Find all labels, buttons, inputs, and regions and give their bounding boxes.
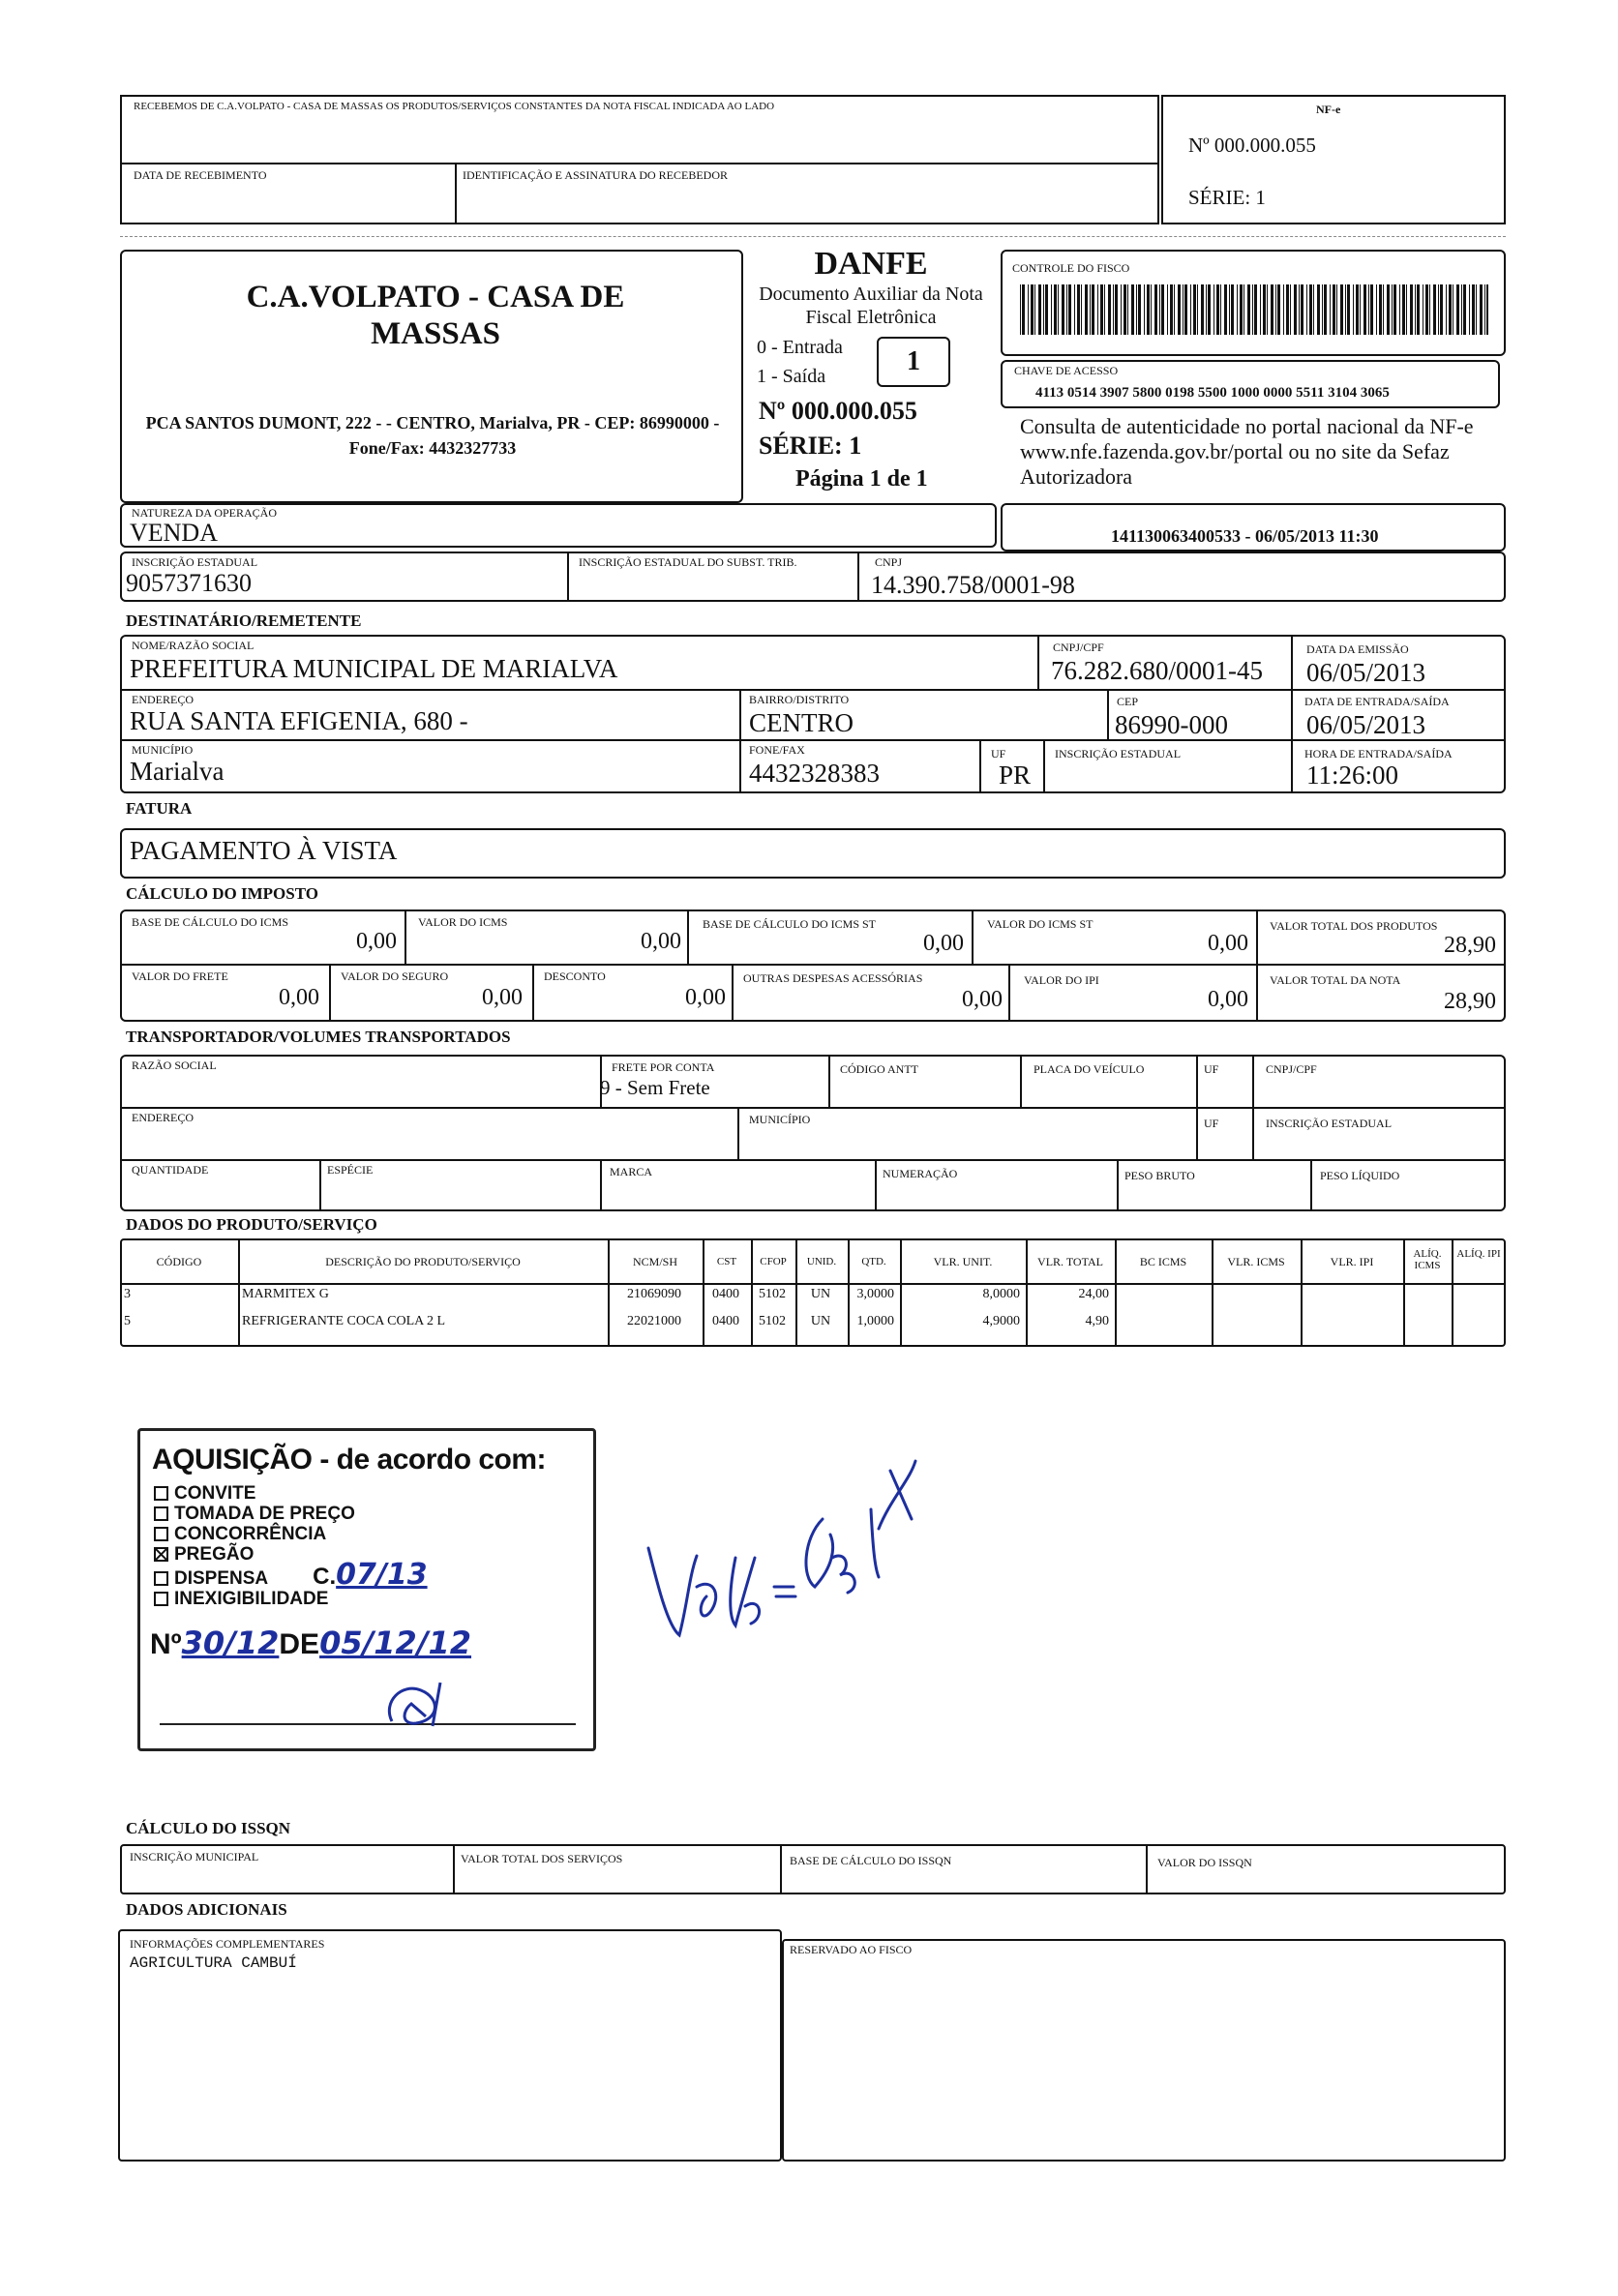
dest-municipio: Marialva xyxy=(130,757,225,786)
dest-cep-label: CEP xyxy=(1117,695,1139,708)
transp-placa-label: PLACA DO VEÍCULO xyxy=(1034,1062,1145,1076)
chave-label: CHAVE DE ACESSO xyxy=(1014,364,1119,377)
ipi: 0,00 xyxy=(1208,987,1248,1012)
transp-peso-bruto-label: PESO BRUTO xyxy=(1124,1169,1195,1182)
base-icms-label: BASE DE CÁLCULO DO ICMS xyxy=(132,915,289,929)
canhoto-number: Nº 000.000.055 xyxy=(1188,134,1316,157)
dest-nome-label: NOME/RAZÃO SOCIAL xyxy=(132,639,255,652)
issqn-section: CÁLCULO DO ISSQN xyxy=(126,1819,291,1837)
seguro: 0,00 xyxy=(482,985,523,1010)
table-header-cell: VLR. IPI xyxy=(1330,1255,1374,1268)
table-cell: MARMITEX G xyxy=(242,1287,329,1301)
valor-st: 0,00 xyxy=(1208,931,1248,956)
table-header-cell: VLR. UNIT. xyxy=(933,1255,993,1268)
issqn-im-label: INSCRIÇÃO MUNICIPAL xyxy=(130,1850,259,1864)
table-column-divider xyxy=(848,1238,850,1347)
table-header-cell: VLR. ICMS xyxy=(1227,1255,1285,1268)
stamp-n-value: 30/12 xyxy=(181,1625,280,1661)
transp-ie-label: INSCRIÇÃO ESTADUAL xyxy=(1266,1117,1393,1130)
info-value: AGRICULTURA CAMBUÍ xyxy=(130,1954,297,1972)
dest-hora: 11:26:00 xyxy=(1306,760,1399,790)
dest-cep: 86990-000 xyxy=(1115,710,1228,739)
valor-st-label: VALOR DO ICMS ST xyxy=(987,917,1094,931)
danfe-title: DANFE xyxy=(814,246,928,282)
seguro-label: VALOR DO SEGURO xyxy=(341,969,449,983)
table-header-cell: VLR. TOTAL xyxy=(1037,1255,1103,1268)
transp-frete-label: FRETE POR CONTA xyxy=(612,1060,715,1074)
checkbox-icon xyxy=(154,1506,168,1521)
table-column-divider xyxy=(1301,1238,1303,1347)
table-header-cell: DESCRIÇÃO DO PRODUTO/SERVIÇO xyxy=(325,1255,521,1268)
stamp-option-inexigibilidade: INEXIGIBILIDADE xyxy=(154,1589,428,1609)
ie-value: 9057371630 xyxy=(126,569,252,597)
frete-label: VALOR DO FRETE xyxy=(132,969,228,983)
stamp-option-convite: CONVITE xyxy=(154,1483,428,1504)
dest-fone-label: FONE/FAX xyxy=(749,743,805,757)
dest-saida: 06/05/2013 xyxy=(1306,710,1426,739)
table-cell: 4,90 xyxy=(1085,1314,1109,1328)
danfe-pagina: Página 1 de 1 xyxy=(795,466,928,492)
transporte-section: TRANSPORTADOR/VOLUMES TRANSPORTADOS xyxy=(126,1028,511,1046)
outras-label: OUTRAS DESPESAS ACESSÓRIAS xyxy=(743,971,923,985)
valor-icms: 0,00 xyxy=(641,929,681,954)
transp-numeracao-label: NUMERAÇÃO xyxy=(883,1167,958,1180)
table-cell: 3,0000 xyxy=(856,1287,894,1301)
stamp-c-value: 07/13 xyxy=(336,1558,428,1592)
ipi-label: VALOR DO IPI xyxy=(1024,973,1099,987)
table-column-divider xyxy=(1115,1238,1117,1347)
stamp-option-concorrencia: CONCORRÊNCIA xyxy=(154,1524,428,1544)
canhoto-date-label: DATA DE RECEBIMENTO xyxy=(134,168,267,182)
transp-uf-label: UF xyxy=(1204,1062,1219,1076)
issqn-box xyxy=(120,1844,1506,1894)
transp-especie-label: ESPÉCIE xyxy=(327,1163,374,1177)
transp-peso-liquido-label: PESO LÍQUIDO xyxy=(1320,1169,1400,1182)
dest-saida-label: DATA DE ENTRADA/SAÍDA xyxy=(1304,695,1450,708)
dest-emissao: 06/05/2013 xyxy=(1306,658,1426,687)
checkbox-icon xyxy=(154,1527,168,1541)
table-column-divider xyxy=(751,1238,753,1347)
table-cell: UN xyxy=(810,1314,831,1328)
table-cell: 21069090 xyxy=(627,1287,681,1301)
dest-hora-label: HORA DE ENTRADA/SAÍDA xyxy=(1304,747,1453,760)
table-cell: 8,0000 xyxy=(982,1287,1020,1301)
total-prod: 28,90 xyxy=(1444,933,1496,958)
frete: 0,00 xyxy=(279,985,319,1010)
table-cell: REFRIGERANTE COCA COLA 2 L xyxy=(242,1314,446,1328)
natureza-value: VENDA xyxy=(130,519,218,547)
dest-nome: PREFEITURA MUNICIPAL DE MARIALVA xyxy=(130,654,618,683)
desconto-label: DESCONTO xyxy=(544,969,606,983)
valor-icms-label: VALOR DO ICMS xyxy=(418,915,508,929)
checkbox-icon xyxy=(154,1486,168,1501)
table-header-cell: ALÍQ. ICMS xyxy=(1413,1248,1442,1271)
ie-cnpj-box xyxy=(120,552,1506,602)
danfe-serie: SÉRIE: 1 xyxy=(759,432,862,460)
ie-st-label: INSCRIÇÃO ESTADUAL DO SUBST. TRIB. xyxy=(579,555,797,569)
table-cell: 22021000 xyxy=(627,1314,681,1328)
dest-cnpj-label: CNPJ/CPF xyxy=(1053,641,1104,654)
transp-municipio-label: MUNICÍPIO xyxy=(749,1113,811,1126)
desconto: 0,00 xyxy=(685,985,726,1010)
fatura-section: FATURA xyxy=(126,799,193,818)
danfe-number: Nº 000.000.055 xyxy=(759,397,917,425)
stamp-signature-line xyxy=(160,1723,576,1725)
dest-municipio-label: MUNICÍPIO xyxy=(132,743,194,757)
ie-label: INSCRIÇÃO ESTADUAL xyxy=(132,555,258,569)
total-nota-label: VALOR TOTAL DA NOTA xyxy=(1270,973,1401,987)
transp-qtd-label: QUANTIDADE xyxy=(132,1163,209,1177)
fisco-label: RESERVADO AO FISCO xyxy=(790,1943,913,1956)
produtos-section: DADOS DO PRODUTO/SERVIÇO xyxy=(126,1215,377,1234)
transp-razao-label: RAZÃO SOCIAL xyxy=(132,1059,217,1072)
dest-bairro: CENTRO xyxy=(749,708,854,737)
checkbox-icon xyxy=(154,1571,168,1586)
danfe-subtitle: Documento Auxiliar da Nota Fiscal Eletrônica xyxy=(759,283,983,328)
table-cell: 1,0000 xyxy=(856,1314,894,1328)
table-cell: 24,00 xyxy=(1078,1287,1109,1301)
cut-line xyxy=(120,236,1506,237)
base-icms: 0,00 xyxy=(356,929,397,954)
controle-fisco-label: CONTROLE DO FISCO xyxy=(1012,261,1130,275)
transp-uf2-label: UF xyxy=(1204,1117,1219,1130)
barcode-image xyxy=(1020,284,1488,335)
table-cell: 5102 xyxy=(759,1287,786,1301)
stamp-title: AQUISIÇÃO - de acordo com: xyxy=(152,1444,547,1476)
stamp-de-value: 05/12/12 xyxy=(319,1625,472,1661)
danfe-tipo-box: 1 xyxy=(877,337,950,387)
reservado-fisco-box xyxy=(782,1939,1506,2162)
canhoto-nfe-label: NF-e xyxy=(1316,103,1341,116)
dest-ie-label: INSCRIÇÃO ESTADUAL xyxy=(1055,747,1182,760)
base-st-label: BASE DE CÁLCULO DO ICMS ST xyxy=(703,917,877,931)
cnpj-label: CNPJ xyxy=(875,555,903,569)
table-column-divider xyxy=(703,1238,704,1347)
outras: 0,00 xyxy=(962,987,1003,1012)
table-cell: 3 xyxy=(124,1287,131,1301)
table-cell: 5102 xyxy=(759,1314,786,1328)
issqn-base-label: BASE DE CÁLCULO DO ISSQN xyxy=(790,1854,952,1867)
stamp-options xyxy=(154,1483,428,1609)
stamp-option-dispensa: DISPENSA C.07/13 xyxy=(154,1565,428,1589)
transp-cnpj-label: CNPJ/CPF xyxy=(1266,1062,1317,1076)
consulta-text: Consulta de autenticidade no portal nacional da NF-e www.nfe.fazenda.gov.br/portal ou no site da Sefaz Autorizadora xyxy=(1020,414,1474,489)
destinatario-section: DESTINATÁRIO/REMETENTE xyxy=(126,611,362,630)
total-prod-label: VALOR TOTAL DOS PRODUTOS xyxy=(1270,919,1438,933)
dest-cnpj: 76.282.680/0001-45 xyxy=(1051,656,1263,685)
transporte-box xyxy=(120,1055,1506,1211)
fatura-value: PAGAMENTO À VISTA xyxy=(130,836,398,865)
table-header-cell: BC ICMS xyxy=(1139,1255,1187,1268)
table-cell: 4,9000 xyxy=(982,1314,1020,1328)
cnpj-value: 14.390.758/0001-98 xyxy=(871,571,1075,599)
dest-endereco: RUA SANTA EFIGENIA, 680 - xyxy=(130,706,468,735)
dest-fone: 4432328383 xyxy=(749,759,880,788)
dest-uf-label: UF xyxy=(991,747,1006,760)
canhoto-serie: SÉRIE: 1 xyxy=(1188,186,1266,209)
base-st: 0,00 xyxy=(923,931,964,956)
table-header-cell: CST xyxy=(716,1256,737,1267)
table-header-cell: CÓDIGO xyxy=(156,1255,202,1268)
table-header-cell: NCM/SH xyxy=(632,1255,677,1268)
table-column-divider xyxy=(1212,1238,1214,1347)
stamp-option-tomada: TOMADA DE PREÇO xyxy=(154,1504,428,1524)
dest-uf: PR xyxy=(999,760,1032,790)
imposto-section: CÁLCULO DO IMPOSTO xyxy=(126,884,318,903)
dest-endereco-label: ENDEREÇO xyxy=(132,693,194,706)
table-header-cell: UNID. xyxy=(806,1256,837,1267)
total-nota: 28,90 xyxy=(1444,989,1496,1014)
table-cell: 0400 xyxy=(712,1314,739,1328)
checkbox-icon xyxy=(154,1592,168,1606)
table-cell: 5 xyxy=(124,1314,131,1328)
transp-antt-label: CÓDIGO ANTT xyxy=(840,1062,918,1076)
dest-emissao-label: DATA DA EMISSÃO xyxy=(1306,642,1409,656)
danfe-saida: 1 - Saída xyxy=(757,366,826,387)
stamp-number-line: Nº30/12DE05/12/12 xyxy=(150,1625,472,1661)
info-label: INFORMAÇÕES COMPLEMENTARES xyxy=(130,1937,325,1951)
checkbox-checked-icon xyxy=(154,1547,168,1562)
chave-value: 4113 0514 3907 5800 0198 5500 1000 0000 5511 3104 3065 xyxy=(1035,385,1390,401)
natureza-label: NATUREZA DA OPERAÇÃO xyxy=(132,506,278,520)
emitente-address: PCA SANTOS DUMONT, 222 - - CENTRO, Marialva, PR - CEP: 86990000 - Fone/Fax: 4432327733 xyxy=(145,413,720,458)
table-cell: 0400 xyxy=(712,1287,739,1301)
acquisition-stamp xyxy=(137,1428,596,1751)
adicionais-section: DADOS ADICIONAIS xyxy=(126,1900,287,1919)
stamp-rubric-signature xyxy=(373,1673,460,1731)
stamp-option-pregao: PREGÃO xyxy=(154,1544,428,1565)
protocolo-value: 141130063400533 - 06/05/2013 11:30 xyxy=(1111,526,1379,546)
table-header-cell: QTD. xyxy=(861,1256,886,1267)
canhoto-ident-label: IDENTIFICAÇÃO E ASSINATURA DO RECEBEDOR xyxy=(463,168,729,182)
emitente-name: C.A.VOLPATO - CASA DE MASSAS xyxy=(246,280,625,351)
table-header-cell: CFOP xyxy=(760,1256,787,1267)
dest-bairro-label: BAIRRO/DISTRITO xyxy=(749,693,850,706)
table-column-divider xyxy=(238,1238,240,1347)
transp-endereco-label: ENDEREÇO xyxy=(132,1111,194,1124)
table-column-divider xyxy=(1026,1238,1028,1347)
issqn-valor-label: VALOR DO ISSQN xyxy=(1157,1856,1252,1869)
transp-marca-label: MARCA xyxy=(610,1165,653,1178)
table-column-divider xyxy=(608,1238,610,1347)
issqn-total-serv-label: VALOR TOTAL DOS SERVIÇOS xyxy=(461,1852,623,1865)
transp-frete: 9 - Sem Frete xyxy=(600,1076,710,1099)
table-cell: UN xyxy=(810,1287,831,1301)
handwritten-signature xyxy=(629,1442,948,1664)
canhoto-receipt-text: RECEBEMOS DE C.A.VOLPATO - CASA DE MASSAS OS PRODUTOS/SERVIÇOS CONSTANTES DA NOTA FISCAL INDICADA AO LADO xyxy=(134,101,775,112)
danfe-entrada: 0 - Entrada xyxy=(757,337,843,358)
table-header-cell: ALÍQ. IPI xyxy=(1456,1248,1501,1260)
table-column-divider xyxy=(900,1238,902,1347)
table-column-divider xyxy=(795,1238,797,1347)
